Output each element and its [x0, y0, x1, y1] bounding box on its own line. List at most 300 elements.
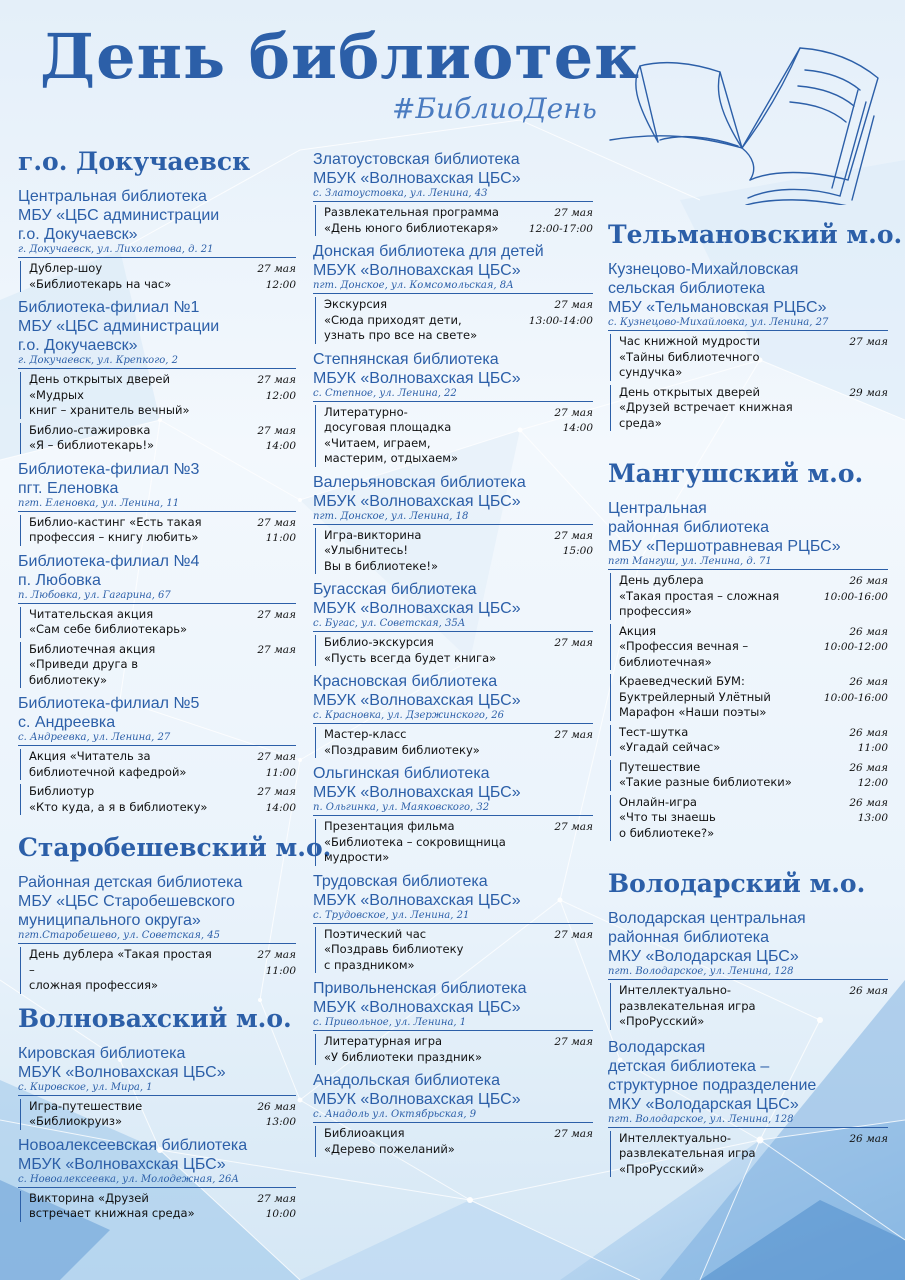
event-title	[29, 515, 296, 546]
library-entry	[608, 1038, 888, 1178]
event-title-line: Акция	[619, 623, 657, 638]
event-title-line: Интеллектуально-	[619, 1130, 732, 1145]
event-date-line: 12:00	[265, 389, 296, 402]
event-title-line: с праздником»	[324, 957, 415, 972]
event-date	[257, 516, 296, 547]
event-date	[257, 608, 296, 624]
library-address: г. Докучаевск, ул. Крепкого, 2	[18, 355, 296, 369]
library-address: с. Анадоль ул. Октябрьская, 9	[313, 1109, 593, 1123]
event-title	[619, 983, 888, 1030]
event-date	[849, 796, 888, 827]
library-entry	[313, 580, 593, 666]
event-title-line: Развлекательная программа	[324, 205, 499, 219]
event-title-line: профессия – книгу любить»	[29, 530, 199, 544]
event-date	[554, 406, 593, 437]
event-title	[29, 372, 296, 419]
library-name-line: Красновская библиотека	[313, 673, 498, 690]
event-date	[849, 984, 888, 1000]
event-item	[610, 983, 888, 1030]
event-title-line: о библиотеке?»	[619, 825, 715, 840]
event-item	[610, 760, 888, 791]
event-item	[20, 947, 296, 994]
event-title	[29, 947, 296, 994]
event-title-line: «Сюда приходят дети,	[324, 312, 462, 327]
event-title-line: День открытых дверей	[619, 384, 760, 399]
event-title-line: «Что ты знаешь	[619, 810, 716, 824]
event-title-line: развлекательная игра	[619, 1146, 756, 1160]
event-item	[20, 749, 296, 780]
event-title-line: книг – хранитель вечный»	[29, 403, 190, 417]
event-date	[554, 1127, 593, 1143]
event-title-line: Литературная игра	[324, 1034, 443, 1048]
library-entry	[313, 242, 593, 344]
library-address: с. Трудовское, ул. Ленина, 21	[313, 910, 593, 924]
event-date-line: 14:00	[265, 801, 296, 814]
event-title-line: «Тайны библиотечного сундучка»	[619, 349, 760, 379]
event-title-line: «Дерево пожеланий»	[324, 1141, 455, 1156]
event-date	[849, 761, 888, 792]
event-date-line: 27 мая	[554, 299, 593, 311]
region-heading: г.о. Докучаевск	[18, 147, 251, 176]
library-name-line: Володарская центральная	[608, 910, 806, 927]
event-date-line: 27 мая	[554, 928, 593, 941]
library-name-line: г.о. Докучаевск»	[18, 337, 138, 354]
event-title	[619, 385, 888, 432]
library-name-line: МБУ «Тельмановская РЦБС»	[608, 299, 827, 316]
library-address: с. Кузнецово-Михайловка, ул. Ленина, 27	[608, 317, 888, 331]
library-address: с. Степное, ул. Ленина, 22	[313, 388, 593, 402]
library-address: с. Новоалексеевка, ул. Молодежная, 26А	[18, 1174, 296, 1188]
event-title-line: мастерим, отдыхаем»	[324, 451, 458, 465]
event-title	[619, 760, 888, 791]
library-name-line: МБУК «Волновахская ЦБС»	[313, 262, 521, 279]
event-title-line: «Поздравь библиотеку	[324, 942, 464, 956]
library-name-line: МБУК «Волновахская ЦБС»	[313, 1091, 521, 1108]
event-title	[29, 423, 296, 454]
event-title-line: «Профессия вечная –	[619, 639, 749, 653]
library-name-line: МКУ «Володарская ЦБС»	[608, 1095, 799, 1113]
event-date-line: 13:00-14:00	[528, 314, 593, 327]
event-title-line: «Читаем, играем,	[324, 435, 431, 450]
library-entry	[18, 694, 296, 815]
library-name-line: МБУК «Волновахская ЦБС»	[18, 1063, 226, 1081]
event-date-line: 27 мая	[257, 1192, 296, 1205]
library-name-line: МБУК «Волновахская ЦБС»	[313, 369, 521, 387]
event-title-line: «ПроРусский»	[619, 1014, 705, 1028]
event-date	[257, 373, 296, 404]
event-title-line: Вы в библиотеке!»	[324, 558, 439, 573]
event-title-line: мудрости»	[324, 850, 390, 864]
column-2	[313, 150, 593, 1163]
library-address: с. Бугас, ул. Советская, 35А	[313, 618, 593, 632]
event-date-line: 27 мая	[554, 529, 593, 542]
event-date-line: 27 мая	[554, 637, 593, 649]
event-date-line: 27 мая	[257, 751, 296, 763]
event-date-line: 27 мая	[554, 821, 593, 833]
event-title-line: Акция «Читатель за	[29, 749, 151, 763]
event-date-line: 27 мая	[257, 608, 296, 621]
event-item	[20, 1099, 296, 1130]
event-title-line: Мастер-класс	[324, 727, 407, 741]
event-date-line: 12:00	[265, 278, 296, 291]
event-date	[554, 928, 593, 944]
event-date-line: 27 мая	[257, 643, 296, 656]
event-date-line: 26 мая	[849, 1132, 888, 1145]
library-entry	[608, 499, 888, 841]
event-date	[257, 643, 296, 659]
event-date	[257, 424, 296, 455]
library-name-line: Кировская библиотека	[18, 1044, 186, 1062]
library-name-line: МБУ «ЦБС администрации	[18, 207, 220, 224]
event-item	[20, 423, 296, 454]
event-title-line: Читательская акция	[29, 606, 154, 621]
library-name-line: Библиотека-филиал №1	[18, 299, 200, 316]
event-date-line: 27 мая	[257, 786, 296, 798]
library-address: пгт. Володарское, ул. Ленина, 128	[608, 1114, 888, 1128]
event-title-line: «ПроРусский»	[619, 1161, 705, 1176]
library-name-line: Ольгинская библиотека	[313, 765, 490, 782]
library-name-line: Кузнецово-Михайловская	[608, 261, 799, 278]
event-date-line: 11:00	[265, 964, 296, 977]
library-address: пгт. Еленовка, ул. Ленина, 11	[18, 498, 296, 512]
library-address: п. Ольгинка, ул. Маяковского, 32	[313, 802, 593, 816]
event-date-line: 10:00-16:00	[823, 590, 888, 603]
event-date	[257, 1100, 296, 1131]
library-entry	[313, 872, 593, 974]
event-title	[619, 795, 888, 842]
library-name-line: п. Любовка	[18, 571, 101, 589]
column-3	[608, 220, 903, 1185]
event-title-line: Экскурсия	[324, 297, 388, 311]
region-heading: Волновахский м.о.	[18, 1003, 292, 1033]
library-entry	[313, 764, 593, 866]
library-entry	[313, 979, 593, 1065]
event-date-line: 27 мая	[554, 207, 593, 219]
event-date	[824, 625, 888, 656]
event-title-line: «Такая простая – сложная	[619, 588, 780, 603]
library-name-line: МКУ «Володарская ЦБС»	[608, 948, 799, 965]
library-name-line: Центральная библиотека	[18, 188, 207, 205]
event-item	[610, 795, 888, 842]
event-date	[257, 948, 296, 979]
library-name-line: Донская библиотека для детей	[313, 243, 544, 260]
event-item	[315, 635, 593, 666]
library-entry	[313, 150, 593, 236]
library-name-line: Валерьяновская библиотека	[313, 473, 526, 491]
event-date-line: 10:00-16:00	[823, 691, 888, 704]
event-item	[315, 1126, 593, 1157]
library-name-line: Анадольская библиотека	[313, 1072, 500, 1089]
event-title	[324, 819, 593, 866]
event-date-line: 12:00-17:00	[528, 222, 593, 235]
event-title	[324, 405, 593, 467]
event-date	[257, 785, 296, 816]
event-title	[29, 607, 296, 638]
event-date	[849, 1132, 888, 1148]
event-title-line: Интеллектуально-	[619, 983, 732, 997]
event-title	[29, 1191, 296, 1222]
event-date-line: 27 мая	[554, 1036, 593, 1048]
event-title-line: Дублер-шоу	[29, 261, 103, 275]
event-item	[315, 727, 593, 758]
event-date-line: 27 мая	[257, 516, 296, 529]
library-entry	[18, 187, 296, 292]
event-date-line: 27 мая	[257, 949, 296, 961]
library-name-line: Степнянская библиотека	[313, 350, 499, 368]
event-title-line: «День юного библиотекаря»	[324, 220, 499, 235]
library-name-line: Библиотека-филиал №3	[18, 460, 200, 478]
event-date-line: 11:00	[265, 532, 296, 544]
event-item	[315, 1034, 593, 1065]
library-name-line: МБУК «Волновахская ЦБС»	[18, 1155, 226, 1173]
event-date-line: 26 мая	[849, 796, 888, 809]
event-date	[824, 675, 888, 706]
event-date-line: 26 мая	[849, 726, 888, 739]
event-title-line: библиотечная»	[619, 654, 712, 669]
event-date-line: 26 мая	[849, 575, 888, 587]
event-item	[315, 205, 593, 236]
event-item	[20, 1191, 296, 1222]
library-name-line: Привольненская библиотека	[313, 980, 527, 997]
event-title-line: «Библиокруиз»	[29, 1114, 123, 1128]
event-title-line: встречает книжная среда»	[29, 1206, 195, 1220]
event-item	[610, 385, 888, 432]
event-title-line: «Библиотекарь на час»	[29, 276, 172, 291]
event-title-line: Игра-путешествие	[29, 1098, 143, 1113]
library-name-line: структурное подразделение	[608, 1076, 817, 1094]
event-date	[554, 820, 593, 836]
event-title-line: Библиотур	[29, 784, 95, 798]
library-address: г. Докучаевск, ул. Лихолетова, д. 21	[18, 244, 296, 258]
event-date	[529, 298, 593, 329]
event-date-line: 12:00	[857, 777, 888, 789]
event-item	[610, 624, 888, 671]
library-entry	[18, 1136, 296, 1222]
event-title-line: Библиотечная акция	[29, 641, 156, 656]
event-title-line: Тест-шутка	[619, 724, 689, 739]
event-title-line: «У библиотеки праздник»	[324, 1049, 482, 1064]
event-date	[554, 1035, 593, 1051]
event-title-line: Онлайн-игра	[619, 794, 697, 809]
library-name-line: МБУК «Волновахская ЦБС»	[313, 692, 521, 709]
library-name-line: сельская библиотека	[608, 280, 766, 297]
library-name-line: МБУК «Волновахская ЦБС»	[313, 492, 521, 510]
event-title-line: Буктрейлерный Улётный	[619, 689, 771, 704]
event-title-line: «Пусть всегда будет книга»	[324, 650, 497, 665]
library-name-line: МБУК «Волновахская ЦБС»	[313, 784, 521, 801]
event-title	[324, 727, 593, 758]
event-date-line: 27 мая	[257, 263, 296, 275]
library-name-line: МБУК «Волновахская ЦБС»	[313, 999, 521, 1016]
library-name-line: с. Андреевка	[18, 714, 116, 731]
event-date-line: 27 мая	[554, 729, 593, 741]
event-title-line: «Поздравим библиотеку»	[324, 742, 480, 757]
library-address: п. Любовка, ул. Гагарина, 67	[18, 590, 296, 604]
library-entry	[313, 350, 593, 467]
event-date-line: 10:00-12:00	[823, 641, 888, 653]
event-date	[257, 750, 296, 781]
event-item	[315, 297, 593, 344]
event-date	[257, 262, 296, 293]
event-title-line: «Друзей встречает книжная среда»	[619, 400, 793, 430]
event-title-line: День дублера «Такая простая –	[29, 947, 212, 977]
region-heading: Тельмановский м.о.	[608, 220, 903, 249]
library-entry	[18, 873, 296, 994]
event-date-line: 13:00	[857, 812, 888, 824]
open-book-icon	[600, 30, 900, 205]
event-date	[554, 728, 593, 744]
event-title-line: Марафон «Наши поэты»	[619, 705, 767, 719]
event-title-line: «Приведи друга в библиотеку»	[29, 657, 138, 687]
library-name-line: Володарская	[608, 1038, 706, 1056]
event-date-line: 15:00	[562, 545, 593, 557]
event-title-line: Путешествие	[619, 759, 701, 774]
library-address: пгт Мангуш, ул. Ленина, д. 71	[608, 556, 888, 570]
event-date	[529, 206, 593, 237]
event-date	[257, 1192, 296, 1223]
library-entry	[313, 473, 593, 575]
event-title-line: Поэтический час	[324, 926, 427, 941]
library-address: пгт. Донское, ул. Комсомольская, 8А	[313, 280, 593, 294]
library-entry	[608, 260, 888, 431]
event-item	[20, 261, 296, 292]
event-date-line: 27 мая	[257, 424, 296, 437]
page-title: День библиотек	[40, 20, 641, 93]
library-address: пгт.Старобешево, ул. Советская, 45	[18, 930, 296, 944]
library-name-line: МБУК «Волновахская ЦБС»	[313, 600, 521, 617]
event-item	[315, 819, 593, 866]
event-date-line: 26 мая	[257, 1100, 296, 1113]
library-name-line: Районная детская библиотека	[18, 874, 243, 891]
event-title-line: Игра-викторина	[324, 527, 422, 542]
event-item	[610, 334, 888, 381]
library-name-line: Бугасская библиотека	[313, 581, 477, 598]
event-item	[610, 573, 888, 620]
event-date-line: 27 мая	[554, 406, 593, 419]
library-entry	[608, 909, 888, 1030]
event-title	[324, 528, 593, 575]
event-title-line: «Библиотека – сокровищница	[324, 834, 506, 849]
library-name-line: Центральная	[608, 500, 707, 517]
hashtag-title: #БиблиоДень	[392, 92, 597, 125]
event-item	[20, 784, 296, 815]
event-date	[849, 386, 888, 402]
event-date-line: 27 мая	[849, 336, 888, 348]
event-title-line: сложная профессия»	[29, 978, 159, 992]
library-name-line: МБУК «Волновахская ЦБС»	[313, 170, 521, 187]
library-name-line: муниципального округа»	[18, 912, 201, 929]
library-name-line: Библиотека-филиал №4	[18, 552, 200, 570]
library-entry	[18, 298, 296, 454]
event-title-line: «Такие разные библиотеки»	[619, 775, 792, 789]
event-title	[619, 334, 888, 381]
event-title	[29, 261, 296, 292]
event-date-line: 29 мая	[849, 386, 888, 399]
library-name-line: МБУК «Волновахская ЦБС»	[313, 891, 521, 909]
library-name-line: МБУ «Першотравневая РЦБС»	[608, 538, 841, 555]
event-date-line: 26 мая	[849, 676, 888, 688]
event-date	[824, 574, 888, 605]
library-address: с. Кировское, ул. Мира, 1	[18, 1082, 296, 1096]
event-title-line: профессия»	[619, 604, 692, 618]
library-address: пгт. Донское, ул. Ленина, 18	[313, 511, 593, 525]
event-title-line: узнать про все на свете»	[324, 328, 478, 342]
event-date	[554, 529, 593, 560]
library-name-line: Новоалексеевская библиотека	[18, 1136, 248, 1154]
library-name-line: районная библиотека	[608, 519, 769, 536]
library-entry	[18, 1044, 296, 1130]
event-item	[20, 642, 296, 689]
event-title	[619, 1131, 888, 1178]
event-date	[849, 726, 888, 757]
event-title	[324, 927, 593, 974]
event-date-line: 10:00	[265, 1208, 296, 1220]
library-address: с. Красновка, ул. Дзержинского, 26	[313, 710, 593, 724]
event-title	[324, 1126, 593, 1157]
library-name-line: Трудовская библиотека	[313, 872, 488, 890]
library-name-line: Библиотека-филиал №5	[18, 695, 200, 712]
library-name-line: районная библиотека	[608, 929, 769, 946]
event-date-line: 26 мая	[849, 761, 888, 774]
event-title-line: «Я – библиотекарь!»	[29, 438, 155, 452]
event-item	[20, 515, 296, 546]
library-name-line: Златоустовская библиотека	[313, 151, 520, 168]
column-1	[18, 147, 332, 1228]
event-item	[610, 1131, 888, 1178]
region-heading: Старобешевский м.о.	[18, 833, 332, 862]
event-title-line: Презентация фильма	[324, 819, 455, 833]
event-title-line: Краеведческий БУМ:	[619, 674, 745, 688]
event-title	[324, 635, 593, 666]
event-title-line: Литературно-	[324, 404, 408, 419]
event-date	[554, 636, 593, 652]
event-date	[849, 335, 888, 351]
event-item	[315, 927, 593, 974]
event-date-line: 11:00	[265, 766, 296, 779]
event-date-line: 27 мая	[554, 1128, 593, 1140]
region-heading: Мангушский м.о.	[608, 459, 864, 488]
event-title-line: развлекательная игра	[619, 998, 756, 1013]
event-title-line: «Угадай сейчас»	[619, 740, 721, 754]
event-date-line: 27 мая	[257, 374, 296, 386]
event-title-line: День дублера	[619, 573, 704, 587]
event-title	[619, 725, 888, 756]
library-entry	[313, 1071, 593, 1157]
library-address: с. Златоустовка, ул. Ленина, 43	[313, 188, 593, 202]
event-title	[29, 1099, 296, 1130]
library-name-line: пгт. Еленовка	[18, 479, 119, 497]
event-title-line: День открытых дверей «Мудрых	[29, 372, 170, 402]
library-entry	[313, 672, 593, 758]
event-title-line: досуговая площадка	[324, 420, 452, 434]
event-title-line: библиотечной кафедрой»	[29, 764, 187, 779]
library-address: с. Андреевка, ул. Ленина, 27	[18, 732, 296, 746]
event-item	[610, 725, 888, 756]
event-title-line: Библио-кастинг «Есть такая	[29, 514, 202, 529]
library-entry	[18, 552, 296, 689]
event-title	[29, 749, 296, 780]
event-title-line: «Кто куда, а я в библиотеку»	[29, 799, 208, 814]
event-date-line: 11:00	[857, 742, 888, 754]
library-address: с. Привольное, ул. Ленина, 1	[313, 1017, 593, 1031]
event-item	[20, 372, 296, 419]
library-name-line: г.о. Докучаевск»	[18, 226, 138, 243]
library-entry	[18, 460, 296, 546]
event-item	[315, 405, 593, 467]
event-item	[315, 528, 593, 575]
event-title-line: Викторина «Друзей	[29, 1190, 149, 1205]
event-date-line: 13:00	[265, 1116, 296, 1128]
